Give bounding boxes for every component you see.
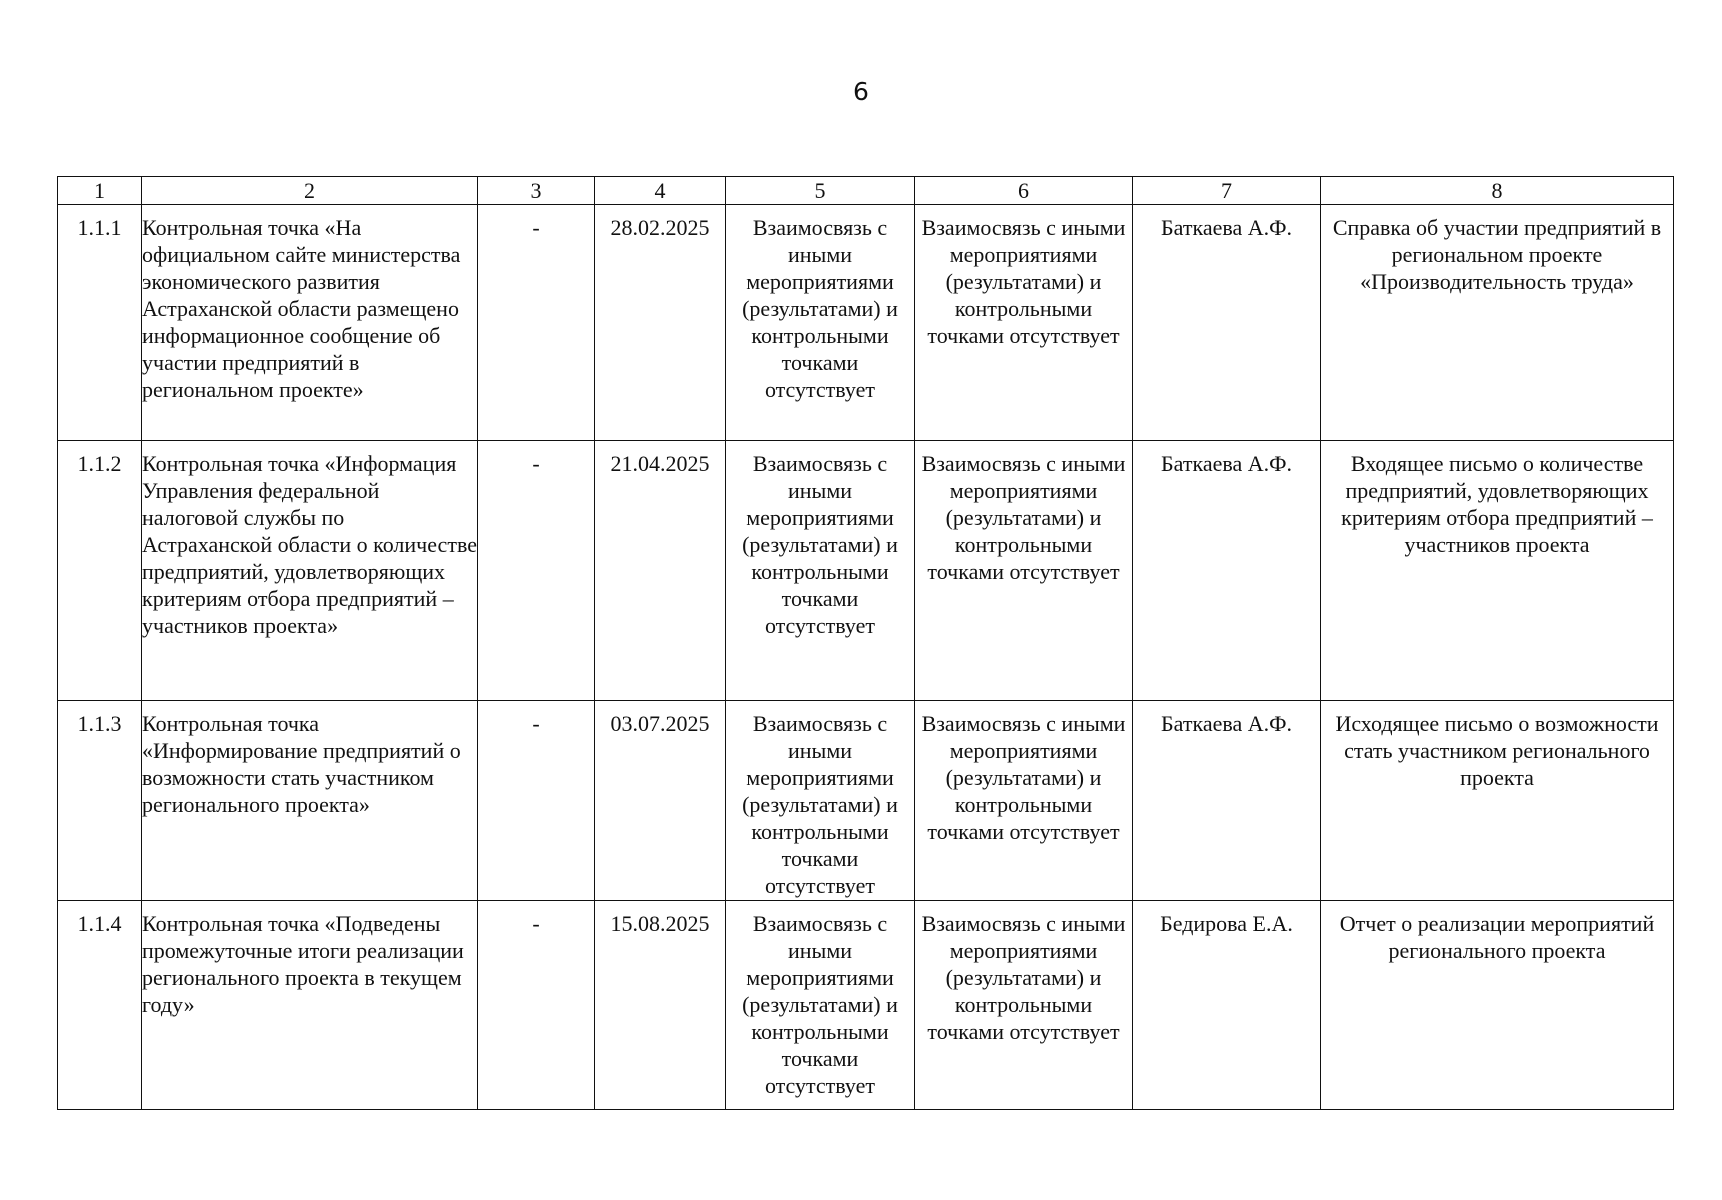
page-number: 6 <box>853 77 869 106</box>
column-3-value: - <box>478 701 595 901</box>
confirming-document: Исходящее письмо о возможности стать участником регионального проекта <box>1321 701 1674 901</box>
table-row <box>58 701 1674 901</box>
table-row <box>58 901 1674 1110</box>
responsible-person: Баткаева А.Ф. <box>1133 441 1321 701</box>
row-number: 1.1.3 <box>58 701 142 901</box>
relation-previous: Взаимосвязь с иными мероприятиями (результатами) и контрольными точками отсутствует <box>726 901 915 1110</box>
table-row <box>58 205 1674 441</box>
due-date: 03.07.2025 <box>595 701 726 901</box>
due-date: 21.04.2025 <box>595 441 726 701</box>
header-row <box>58 177 1674 205</box>
header-cell: 2 <box>142 177 478 205</box>
row-number: 1.1.4 <box>58 901 142 1110</box>
confirming-document: Отчет о реализации мероприятий регионального проекта <box>1321 901 1674 1110</box>
confirming-document: Справка об участии предприятий в региональном проекте «Производительность труда» <box>1321 205 1674 441</box>
header-cell: 3 <box>478 177 595 205</box>
control-point-name: Контрольная точка «Информация Управления федеральной налоговой службы по Астраханской области о количестве предприятий, удовлетворяющих критериям отбора предприятий – участников проекта» <box>142 441 478 701</box>
header-cell: 1 <box>58 177 142 205</box>
control-point-name: Контрольная точка «На официальном сайте министерства экономического развития Астраханской области размещено информационное сообщение об участии предприятий в региональном проекте» <box>142 205 478 441</box>
table-row <box>58 441 1674 701</box>
header-cell: 5 <box>726 177 915 205</box>
relation-previous: Взаимосвязь с иными мероприятиями (результатами) и контрольными точками отсутствует <box>726 441 915 701</box>
header-cell: 6 <box>915 177 1133 205</box>
due-date: 28.02.2025 <box>595 205 726 441</box>
due-date: 15.08.2025 <box>595 901 726 1110</box>
header-cell: 8 <box>1321 177 1674 205</box>
responsible-person: Бедирова Е.А. <box>1133 901 1321 1110</box>
header-cell: 7 <box>1133 177 1321 205</box>
row-number: 1.1.1 <box>58 205 142 441</box>
relation-next: Взаимосвязь с иными мероприятиями (результатами) и контрольными точками отсутствует <box>915 701 1133 901</box>
confirming-document: Входящее письмо о количестве предприятий, удовлетворяющих критериям отбора предприятий – участников проекта <box>1321 441 1674 701</box>
column-3-value: - <box>478 205 595 441</box>
relation-previous: Взаимосвязь с иными мероприятиями (результатами) и контрольными точками отсутствует <box>726 701 915 901</box>
relation-next: Взаимосвязь с иными мероприятиями (результатами) и контрольными точками отсутствует <box>915 441 1133 701</box>
header-cell: 4 <box>595 177 726 205</box>
column-3-value: - <box>478 441 595 701</box>
column-3-value: - <box>478 901 595 1110</box>
relation-previous: Взаимосвязь с иными мероприятиями (результатами) и контрольными точками отсутствует <box>726 205 915 441</box>
control-point-name: Контрольная точка «Информирование предприятий о возможности стать участником регионального проекта» <box>142 701 478 901</box>
control-points-table <box>57 176 1674 1110</box>
row-number: 1.1.2 <box>58 441 142 701</box>
responsible-person: Баткаева А.Ф. <box>1133 205 1321 441</box>
relation-next: Взаимосвязь с иными мероприятиями (результатами) и контрольными точками отсутствует <box>915 205 1133 441</box>
responsible-person: Баткаева А.Ф. <box>1133 701 1321 901</box>
control-point-name: Контрольная точка «Подведены промежуточные итоги реализации регионального проекта в текущем году» <box>142 901 478 1110</box>
relation-next: Взаимосвязь с иными мероприятиями (результатами) и контрольными точками отсутствует <box>915 901 1133 1110</box>
